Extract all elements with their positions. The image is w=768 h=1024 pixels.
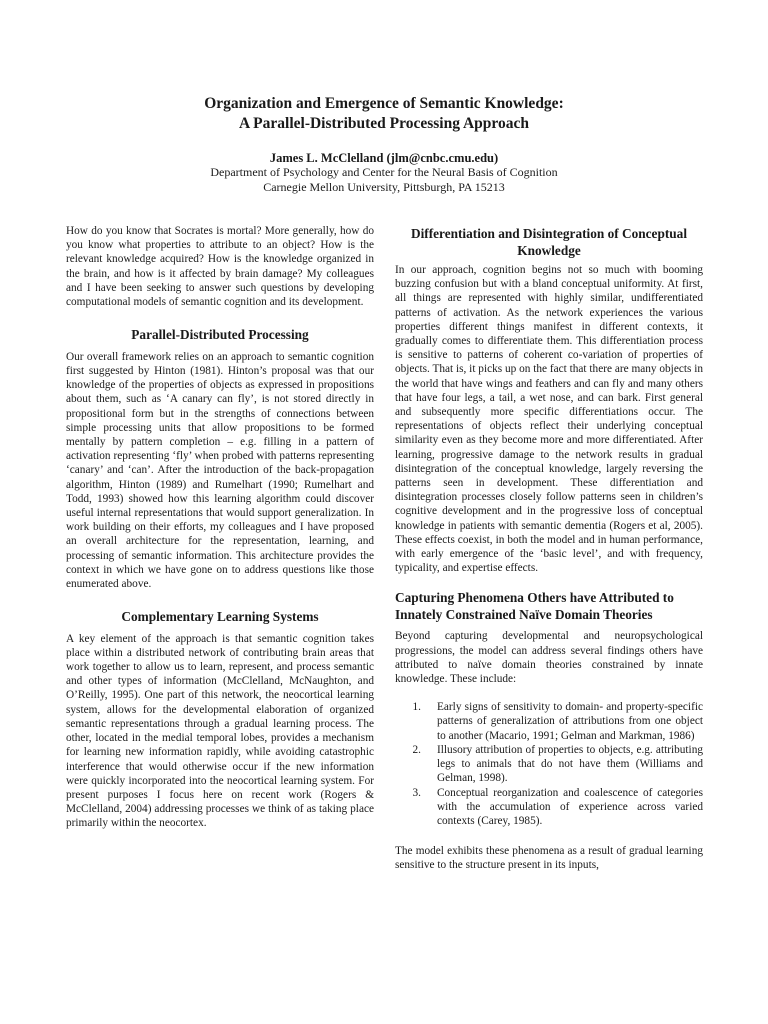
affiliation-line-1: Department of Psychology and Center for the Neural Basis of Cognition — [210, 165, 558, 179]
section-heading-naive-theories: Capturing Phenomena Others have Attributed to Innately Constrained Naïve Domain Theories — [395, 590, 674, 622]
section-body-cls: A key element of the approach is that semantic cognition takes place within a distributed network of contributing brain areas that work together to allow us to learn, represent, and process semantic and other types of information (McClelland, McNaughton, and O’Reilly, 1995). One part of this network, the neocortical learning system, allows for the developmental elaboration of organized semantic representations through a gradual learning process. The other, located in the medial temporal lobes, provides a mechanism for learning new information rapidly, while avoiding catastrophic interference that would otherwise occur if the new information were quickly incorporated into the neocortical learning system. For present purposes I focus here on recent work (Rogers & McClelland, 2004) addressing processes we think of as taking place primarily within the neocortex. — [66, 632, 374, 830]
section-body-pdp: Our overall framework relies on an approach to semantic cognition first suggested by Hinton (1981). Hinton’s proposal was that our knowledge of the properties of objects as expressed in propositions about them, such as ‘A canary can fly’, is not stored directly in propositional form but in the strengths of connections between simple processing units that allow propositions to be formed mentally by pattern completion – e.g. filling in a pattern of activation representing ‘fly’ when probed with patterns representing ‘canary’ and ‘can’. After the introduction of the back-propagation algorithm, Hinton (1989) and Rumelhart (1990; Rumelhart and Todd, 1993) showed how this learning algorithm could discover useful internal representations that would support generalization. In work building on their efforts, my colleagues and I have proposed an overall architecture for the representation, learning, and processing of semantic information. This architecture provides the context in which we have gone on to address questions like those enumerated above. — [66, 350, 374, 590]
list-item-text: Conceptual reorganization and coalescence of categories with the accumulation of experience across varied contexts (Carey, 1985). — [437, 786, 703, 827]
affiliation-line-2: Carnegie Mellon University, Pittsburgh, PA 15213 — [263, 180, 505, 194]
list-item — [395, 743, 703, 786]
intro-paragraph: How do you know that Socrates is mortal? More generally, how do you know what properties to attribute to an object? How is the relevant knowledge acquired? How is the knowledge organized in the brain, and how is it affected by brain damage? My colleagues and I have been seeking to answer such questions by developing computational models of semantic cognition and its development. — [66, 225, 374, 309]
list-item-number: 2. — [412, 743, 421, 756]
list-item-text: Illusory attribution of properties to objects, e.g. attributing legs to animals that do not have them (Williams and Gelman, 1998). — [437, 743, 703, 785]
left-column — [66, 224, 374, 831]
affiliation — [0, 165, 768, 195]
author-line: James L. McClelland (jlm@cnbc.cmu.edu) — [269, 151, 499, 165]
section-heading-cls: Complementary Learning Systems — [121, 609, 319, 625]
section-heading-pdp: Parallel-Distributed Processing — [131, 327, 309, 343]
list-item-number: 1. — [412, 701, 421, 714]
closing-paragraph: The model exhibits these phenomena as a result of gradual learning sensitive to the structure present in its inputs, — [395, 845, 703, 872]
list-item — [395, 700, 703, 743]
findings-list — [395, 700, 703, 828]
title-line-2: A Parallel-Distributed Processing Approach — [238, 115, 530, 132]
section-body-differentiation: In our approach, cognition begins not so much with booming buzzing confusion but with a bland conceptual uniformity. At first, all things are represented with highly similar, undifferentiated patterns of activation. As the network experiences the various properties different things manifest in different contexts, it gradually comes to differentiate them. This differentiation process is sensitive to patterns of coherent co-variation of properties of objects. That is, it picks up on the fact that there are many objects in the world that have wings and feathers and can fly and many others that have four legs, a tail, a wet nose, and can bark. First general and subsequently more specific differentiations occur. The representations of objects reflect their underlying conceptual similarity even as they become more and more differentiated. After learning, progressive damage to the network results in gradual disintegration of the conceptual knowledge, largely reversing the patterns seen in development. These differentiation and disintegration processes closely follow patterns seen in children’s cognitive development and in the progressive loss of conceptual knowledge in patients with semantic dementia (Rogers et al, 2005). These effects coexist, in both the model and in human performance, with early emergence of the ‘basic level’, and with frequency, typicality, and expertise effects. — [395, 264, 703, 575]
list-item-text: Early signs of sensitivity to domain- and property-specific patterns of generalization of attributions from one object to another (Macario, 1991; Gelman and Markman, 1986) — [437, 701, 703, 742]
list-item — [395, 786, 703, 829]
section-heading-differentiation: Differentiation and Disintegration of Conceptual Knowledge — [410, 226, 688, 258]
right-column — [395, 226, 703, 873]
section-body-naive-theories: Beyond capturing developmental and neuropsychological progressions, the model can address several findings others have attributed to naïve domain theories constrained by innate knowledge. These include: — [395, 630, 703, 686]
title-line-1: Organization and Emergence of Semantic Knowledge: — [204, 95, 564, 112]
paper-title — [0, 94, 768, 134]
list-item-number: 3. — [412, 786, 421, 799]
